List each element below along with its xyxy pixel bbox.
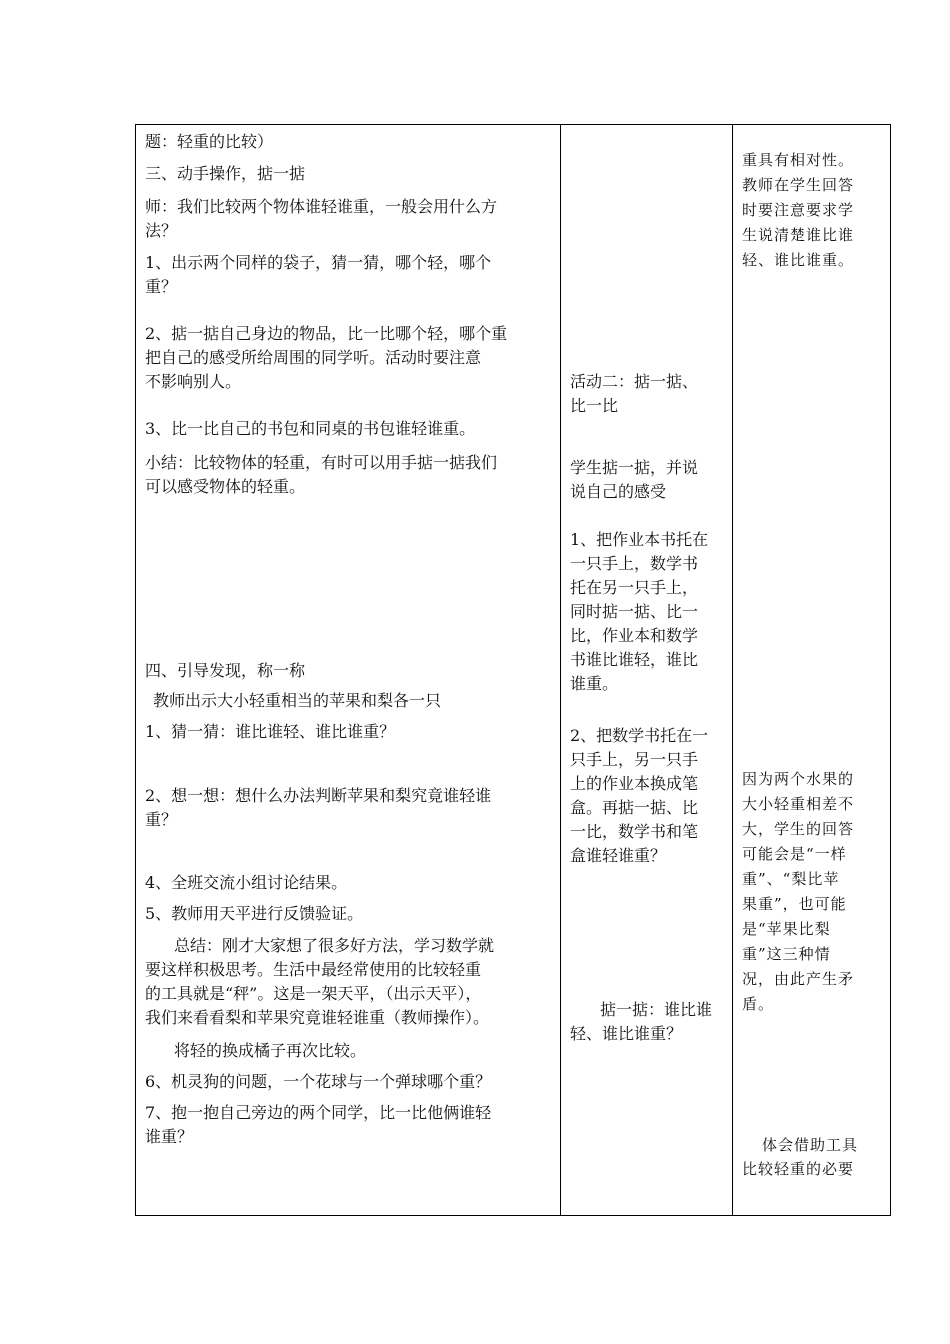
text-line: 4、全班交流小组讨论结果。 — [145, 873, 348, 892]
text-line: 可以感受物体的轻重。 — [145, 477, 306, 496]
text-line: 6、机灵狗的问题，一个花球与一个弹球哪个重？ — [145, 1072, 492, 1091]
text-line: 活动二：掂一掂、 — [570, 372, 699, 391]
text-line: 比较轻重的必要 — [742, 1160, 855, 1178]
text-line: 小结：比较物体的轻重，有时可以用手掂一掂我们 — [145, 453, 498, 472]
text-line: 上的作业本换成笔 — [570, 774, 699, 793]
text-line: 只手上，另一只手 — [570, 750, 699, 769]
text-line: 不影响别人。 — [145, 372, 242, 391]
text-line: 时要注意要求学 — [742, 201, 855, 219]
text-line: 轻、谁比谁重。 — [742, 251, 855, 269]
text-line: 学生掂一掂，并说 — [570, 458, 699, 477]
text-line: 轻、谁比谁重？ — [570, 1024, 683, 1043]
text-line: 盒。再掂一掂、比 — [570, 798, 699, 817]
text-line: 题：轻重的比较） — [145, 132, 274, 151]
text-line: 重具有相对性。 — [742, 151, 855, 169]
text-line: 教师在学生回答 — [742, 176, 855, 194]
text-line: 2、想一想：想什么办法判断苹果和梨究竟谁轻谁 — [145, 786, 492, 805]
text-line: 1、把作业本书托在 — [570, 530, 709, 549]
text-line: 把自己的感受所给周围的同学听。活动时要注意 — [145, 348, 482, 367]
text-line: 3、比一比自己的书包和同桌的书包谁轻谁重。 — [145, 419, 476, 438]
text-line: 的工具就是“秤”。这是一架天平，（出示天平）， — [145, 984, 482, 1003]
text-line: 大小轻重相差不 — [742, 795, 855, 813]
text-line: 一比，数学书和笔 — [570, 822, 699, 841]
text-line: 果重”，也可能 — [742, 895, 847, 913]
text-line: 我们来看看梨和苹果究竟谁轻谁重（教师操作）。 — [145, 1008, 490, 1027]
text-line: 是“苹果比梨 — [742, 920, 831, 938]
text-line: 说自己的感受 — [570, 482, 667, 501]
text-line: 重”这三种情 — [742, 945, 831, 963]
text-line: 况，由此产生矛 — [742, 970, 855, 988]
text-line: 掂一掂：谁比谁 — [600, 1000, 713, 1019]
text-line: 大，学生的回答 — [742, 820, 855, 838]
text-line: 将轻的换成橘子再次比较。 — [174, 1041, 367, 1060]
text-line: 1、猜一猜：谁比谁轻、谁比谁重？ — [145, 722, 396, 741]
text-line: 同时掂一掂、比一 — [570, 602, 699, 621]
text-line: 谁重？ — [145, 1127, 194, 1146]
section-heading: 四、引导发现，称一称 — [145, 661, 306, 680]
text-line: 教师出示大小轻重相当的苹果和梨各一只 — [153, 691, 442, 710]
text-line: 比一比 — [570, 396, 619, 415]
text-line: 托在另一只手上， — [570, 578, 699, 597]
text-line: 重”、“梨比苹 — [742, 870, 840, 888]
text-line: 7、抱一抱自己旁边的两个同学，比一比他俩谁轻 — [145, 1103, 492, 1122]
text-line: 师：我们比较两个物体谁轻谁重，一般会用什么方 — [145, 197, 498, 216]
text-line: 2、掂一掂自己身边的物品，比一比哪个轻，哪个重 — [145, 324, 508, 343]
column-divider — [732, 125, 733, 1215]
text-line: 盾。 — [742, 995, 775, 1013]
text-line: 总结：刚才大家想了很多好方法，学习数学就 — [174, 936, 495, 955]
text-line: 谁重。 — [570, 674, 619, 693]
text-line: 书谁比谁轻，谁比 — [570, 650, 699, 669]
text-line: 1、出示两个同样的袋子，猜一猜，哪个轻，哪个 — [145, 253, 492, 272]
text-line: 一只手上，数学书 — [570, 554, 699, 573]
text-line: 重？ — [145, 810, 178, 829]
text-line: 盒谁轻谁重？ — [570, 846, 667, 865]
text-line: 因为两个水果的 — [742, 770, 855, 788]
text-line: 比，作业本和数学 — [570, 626, 699, 645]
text-line: 5、教师用天平进行反馈验证。 — [145, 904, 364, 923]
text-line: 可能会是“一样 — [742, 845, 847, 863]
text-line: 要这样积极思考。生活中最经常使用的比较轻重 — [145, 960, 482, 979]
section-heading: 三、动手操作，掂一掂 — [145, 164, 306, 183]
column-divider — [560, 125, 561, 1215]
text-line: 法？ — [145, 221, 178, 240]
text-line: 生说清楚谁比谁 — [742, 226, 855, 244]
text-line: 2、把数学书托在一 — [570, 726, 709, 745]
text-line: 重？ — [145, 277, 178, 296]
text-line: 体会借助工具 — [762, 1136, 859, 1154]
